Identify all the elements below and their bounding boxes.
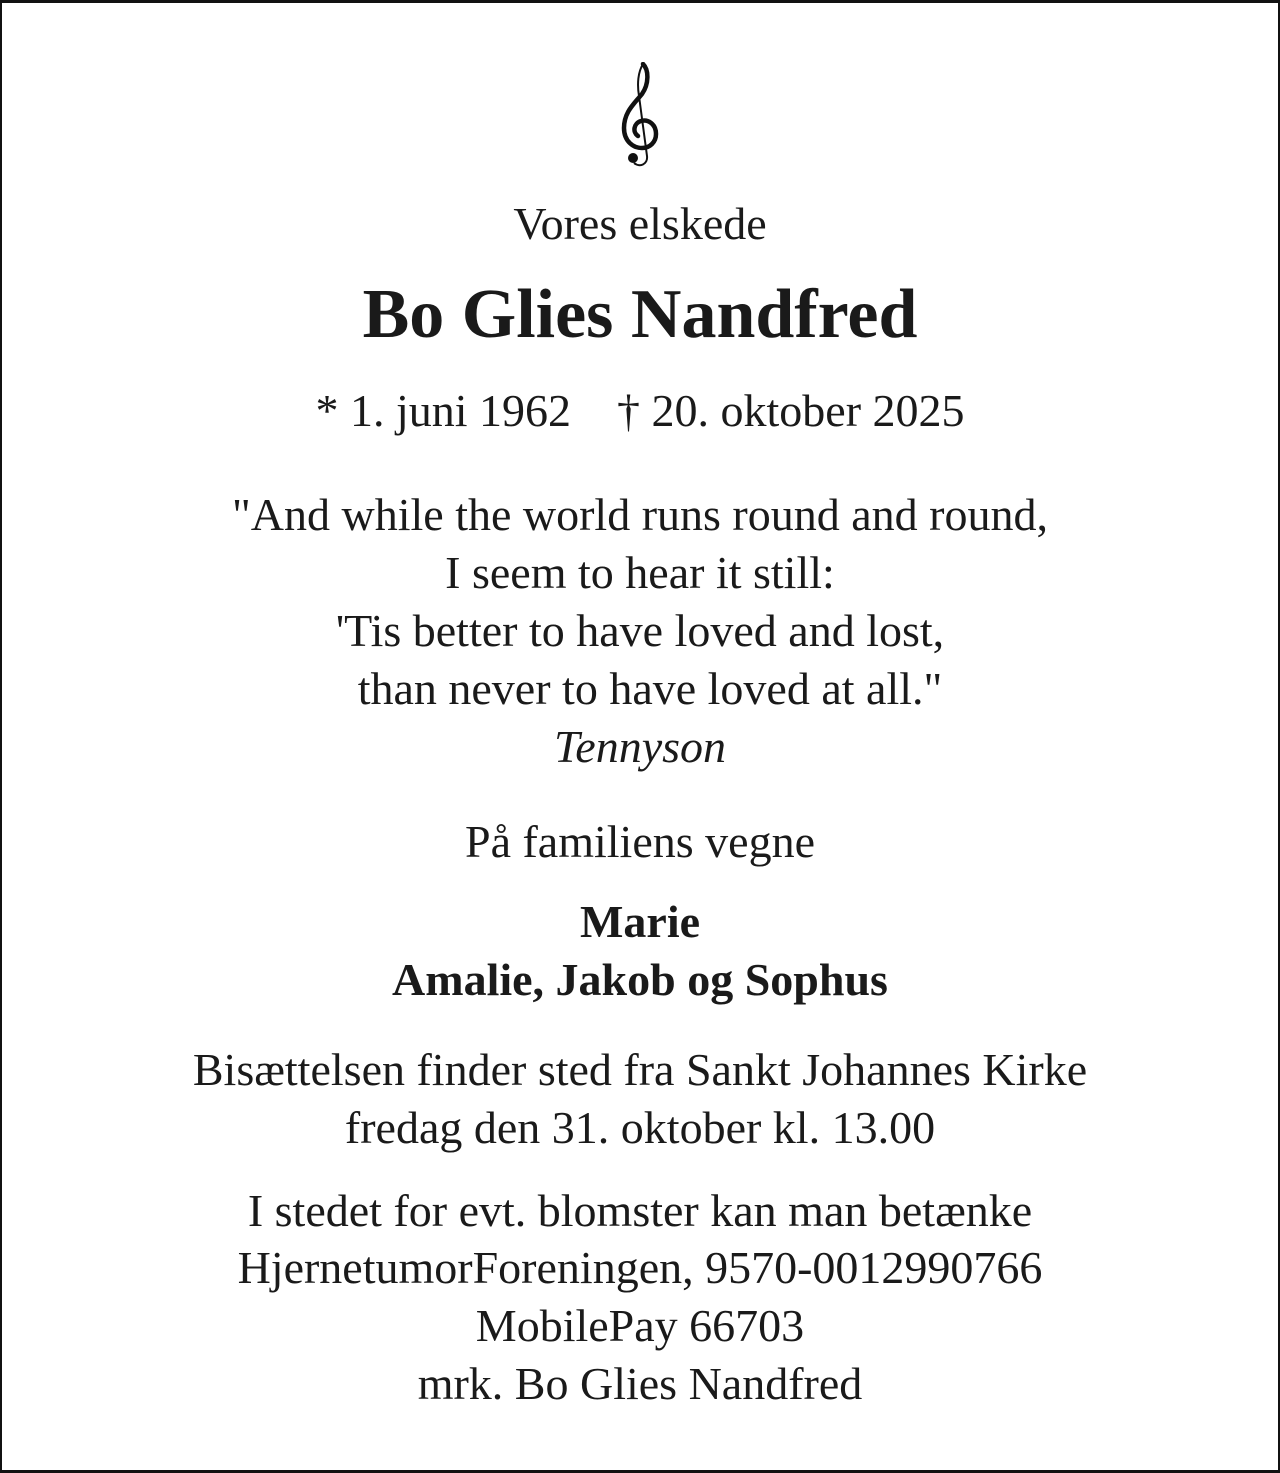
treble-clef-icon xyxy=(618,62,664,168)
family-line: Marie xyxy=(579,896,701,947)
quote-line: than never to have loved at all." xyxy=(357,663,943,714)
family-line: Amalie, Jakob og Sophus xyxy=(392,954,888,1005)
funeral-line: fredag den 31. oktober kl. 13.00 xyxy=(344,1102,936,1153)
deceased-name: Bo Glies Nandfred xyxy=(362,276,918,353)
donation-line: HjernetumorForeningen, 9570-0012990766 xyxy=(237,1242,1043,1293)
death-date: † 20. oktober 2025 xyxy=(617,385,965,436)
donation-line: MobilePay 66703 xyxy=(475,1300,805,1351)
quote-line: 'Tis better to have loved and lost, xyxy=(335,605,945,656)
quote-author: Tennyson xyxy=(553,721,727,772)
on-behalf-text: På familiens vegne xyxy=(464,816,815,867)
funeral-line: Bisættelsen finder sted fra Sankt Johannes Kirke xyxy=(192,1044,1088,1095)
donation-line: I stedet for evt. blomster kan man betænke xyxy=(247,1185,1033,1236)
quote-line: I seem to hear it still: xyxy=(445,547,835,598)
intro-text: Vores elskede xyxy=(513,198,767,249)
quote-line: "And while the world runs round and round, xyxy=(232,489,1048,540)
birth-date: * 1. juni 1962 xyxy=(315,385,572,436)
dates xyxy=(0,382,1280,440)
donation-line: mrk. Bo Glies Nandfred xyxy=(417,1358,863,1409)
